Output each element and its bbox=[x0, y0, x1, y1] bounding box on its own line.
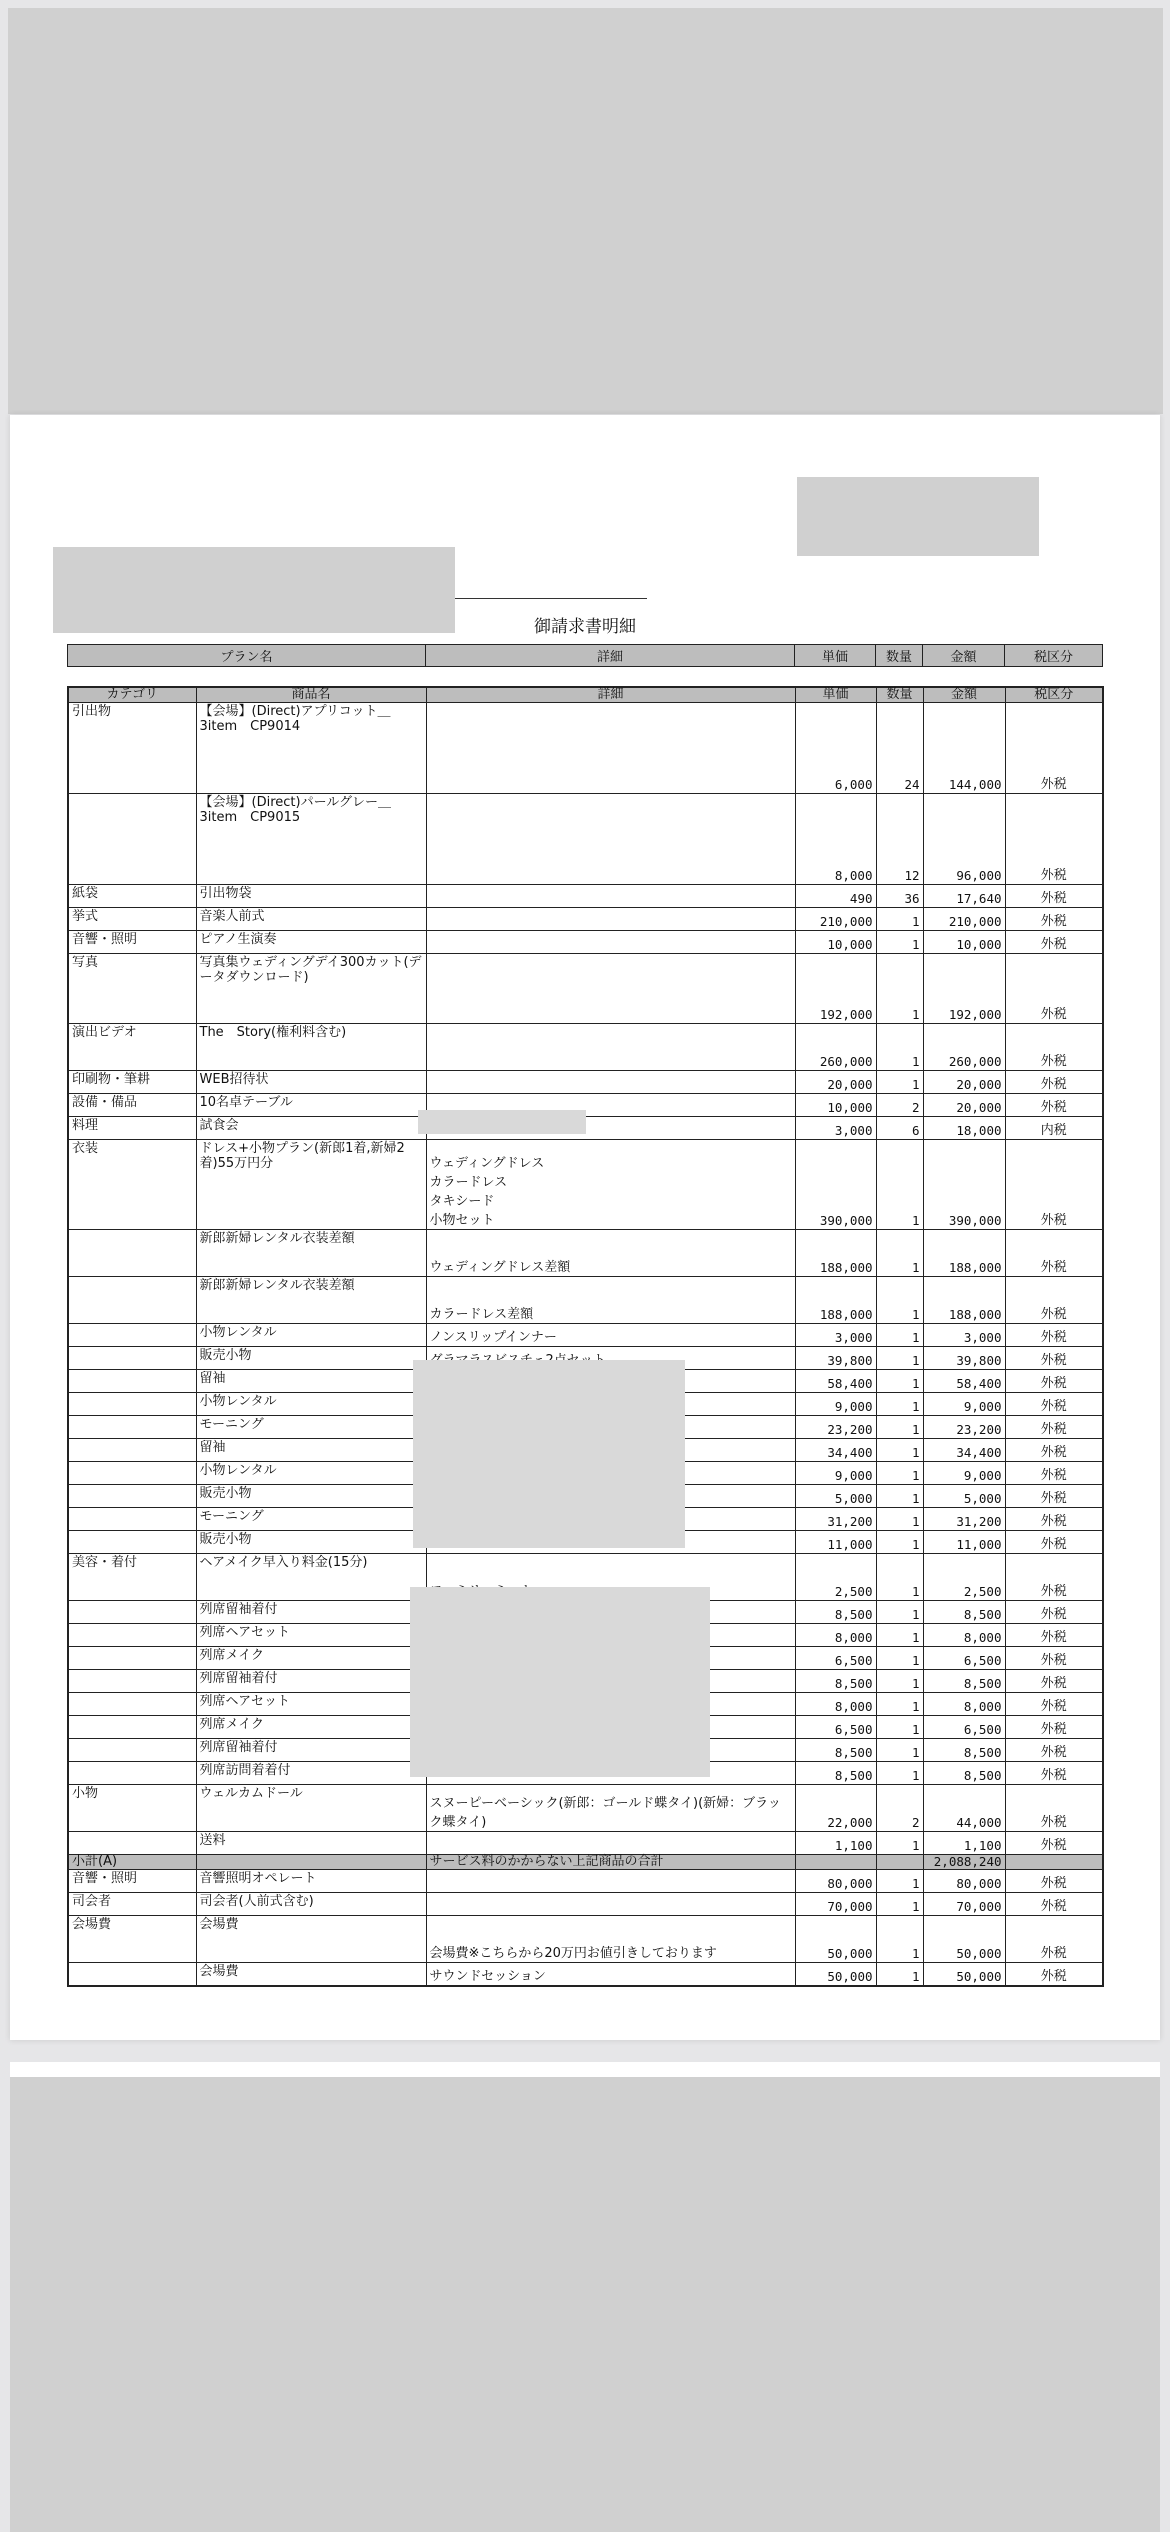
row-qty: 1 bbox=[876, 1024, 923, 1071]
row-category: 印刷物・筆耕 bbox=[68, 1071, 196, 1094]
row-category bbox=[68, 1531, 196, 1554]
row-unit-price: 50,000 bbox=[795, 1916, 876, 1963]
plan-col-qty: 数量 bbox=[876, 645, 923, 667]
row-qty: 6 bbox=[876, 1117, 923, 1140]
row-unit-price: 10,000 bbox=[795, 931, 876, 954]
row-category bbox=[68, 1230, 196, 1277]
row-detail bbox=[426, 1893, 795, 1916]
row-product: 列席ヘアセット bbox=[196, 1624, 426, 1647]
row-amount: 8,000 bbox=[923, 1693, 1005, 1716]
row-tax: 外税 bbox=[1005, 1531, 1103, 1554]
row-detail: カラードレス差額 bbox=[426, 1277, 795, 1324]
row-amount: 188,000 bbox=[923, 1277, 1005, 1324]
row-unit-price: 50,000 bbox=[795, 1963, 876, 1987]
row-unit-price: 1,100 bbox=[795, 1832, 876, 1855]
row-unit-price: 8,000 bbox=[795, 1624, 876, 1647]
row-product: 列席訪問着着付 bbox=[196, 1762, 426, 1785]
row-amount: 70,000 bbox=[923, 1893, 1005, 1916]
row-tax: 外税 bbox=[1005, 1601, 1103, 1624]
row-tax: 外税 bbox=[1005, 1963, 1103, 1987]
row-product: ウェルカムドール bbox=[196, 1785, 426, 1832]
row-qty: 1 bbox=[876, 1716, 923, 1739]
row-tax: 外税 bbox=[1005, 1230, 1103, 1277]
plan-col-unit-price: 単価 bbox=[795, 645, 876, 667]
row-category bbox=[68, 1462, 196, 1485]
row-unit-price: 8,500 bbox=[795, 1739, 876, 1762]
row-category bbox=[68, 794, 196, 885]
row-product: 会場費 bbox=[196, 1963, 426, 1987]
row-amount: 5,000 bbox=[923, 1485, 1005, 1508]
row-amount: 192,000 bbox=[923, 954, 1005, 1024]
subtotal-row bbox=[68, 1855, 1103, 1870]
row-unit-price: 188,000 bbox=[795, 1230, 876, 1277]
row-tax: 外税 bbox=[1005, 1762, 1103, 1785]
row-tax: 外税 bbox=[1005, 1024, 1103, 1071]
row-category bbox=[68, 1624, 196, 1647]
row-product: WEB招待状 bbox=[196, 1071, 426, 1094]
row-qty: 1 bbox=[876, 1416, 923, 1439]
row-product: 音響照明オペレート bbox=[196, 1870, 426, 1893]
row-category: 音響・照明 bbox=[68, 1870, 196, 1893]
row-tax: 外税 bbox=[1005, 931, 1103, 954]
row-category bbox=[68, 1601, 196, 1624]
row-amount: 20,000 bbox=[923, 1094, 1005, 1117]
row-category: 料理 bbox=[68, 1117, 196, 1140]
row-detail: 会場費※こちらから20万円お値引きしております bbox=[426, 1916, 795, 1963]
row-category bbox=[68, 1832, 196, 1855]
row-category bbox=[68, 1370, 196, 1393]
row-qty: 1 bbox=[876, 1508, 923, 1531]
row-qty: 1 bbox=[876, 1916, 923, 1963]
row-unit-price: 8,500 bbox=[795, 1601, 876, 1624]
row-qty: 1 bbox=[876, 1347, 923, 1370]
row-category bbox=[68, 1762, 196, 1785]
table-row bbox=[68, 703, 1103, 794]
row-tax: 外税 bbox=[1005, 1071, 1103, 1094]
col-tax: 税区分 bbox=[1005, 687, 1103, 703]
row-category: 小物 bbox=[68, 1785, 196, 1832]
row-detail bbox=[426, 1071, 795, 1094]
row-qty: 1 bbox=[876, 1324, 923, 1347]
row-amount: 2,500 bbox=[923, 1554, 1005, 1601]
row-tax: 外税 bbox=[1005, 1670, 1103, 1693]
row-qty: 1 bbox=[876, 931, 923, 954]
row-tax: 外税 bbox=[1005, 1416, 1103, 1439]
row-product: 留袖 bbox=[196, 1370, 426, 1393]
row-tax: 外税 bbox=[1005, 1739, 1103, 1762]
row-amount: 390,000 bbox=[923, 1140, 1005, 1230]
row-tax: 外税 bbox=[1005, 1393, 1103, 1416]
row-unit-price: 20,000 bbox=[795, 1071, 876, 1094]
row-category bbox=[68, 1347, 196, 1370]
row-detail: ノンスリップインナー bbox=[426, 1324, 795, 1347]
row-qty: 1 bbox=[876, 1485, 923, 1508]
row-detail bbox=[426, 794, 795, 885]
table-row bbox=[68, 908, 1103, 931]
row-qty: 1 bbox=[876, 1071, 923, 1094]
row-unit-price: 390,000 bbox=[795, 1140, 876, 1230]
row-unit-price: 11,000 bbox=[795, 1531, 876, 1554]
row-qty: 1 bbox=[876, 1601, 923, 1624]
row-unit-price: 70,000 bbox=[795, 1893, 876, 1916]
row-qty: 1 bbox=[876, 1762, 923, 1785]
row-product: ヘアメイク早入り料金(15分) bbox=[196, 1554, 426, 1601]
row-tax: 外税 bbox=[1005, 1832, 1103, 1855]
row-category: 司会者 bbox=[68, 1893, 196, 1916]
row-category bbox=[68, 1393, 196, 1416]
row-unit-price: 39,800 bbox=[795, 1347, 876, 1370]
row-category: 演出ビデオ bbox=[68, 1024, 196, 1071]
row-amount: 8,500 bbox=[923, 1670, 1005, 1693]
subtotal-empty bbox=[196, 1855, 426, 1870]
row-amount: 23,200 bbox=[923, 1416, 1005, 1439]
document-title: 御請求書明細 bbox=[534, 617, 636, 637]
redacted-detail-2 bbox=[413, 1360, 685, 1548]
row-amount: 6,500 bbox=[923, 1716, 1005, 1739]
row-detail bbox=[426, 954, 795, 1024]
row-tax: 外税 bbox=[1005, 1508, 1103, 1531]
row-product: 写真集ウェディングデイ300カット(データダウンロード) bbox=[196, 954, 426, 1024]
row-amount: 20,000 bbox=[923, 1071, 1005, 1094]
row-unit-price: 8,000 bbox=[795, 794, 876, 885]
row-tax: 外税 bbox=[1005, 1324, 1103, 1347]
row-qty: 1 bbox=[876, 1870, 923, 1893]
table-row bbox=[68, 1963, 1103, 1987]
row-amount: 39,800 bbox=[923, 1347, 1005, 1370]
row-product: 販売小物 bbox=[196, 1531, 426, 1554]
row-product: 10名卓テーブル bbox=[196, 1094, 426, 1117]
row-tax: 外税 bbox=[1005, 954, 1103, 1024]
table-row bbox=[68, 885, 1103, 908]
row-category bbox=[68, 1439, 196, 1462]
row-tax: 外税 bbox=[1005, 1277, 1103, 1324]
row-amount: 50,000 bbox=[923, 1963, 1005, 1987]
row-amount: 18,000 bbox=[923, 1117, 1005, 1140]
row-tax: 外税 bbox=[1005, 1716, 1103, 1739]
row-product: 新郎新婦レンタル衣装差額 bbox=[196, 1230, 426, 1277]
table-row bbox=[68, 954, 1103, 1024]
row-detail bbox=[426, 931, 795, 954]
row-qty: 1 bbox=[876, 1393, 923, 1416]
subtotal-empty bbox=[795, 1855, 876, 1870]
row-amount: 31,200 bbox=[923, 1508, 1005, 1531]
row-unit-price: 10,000 bbox=[795, 1094, 876, 1117]
row-product: 留袖 bbox=[196, 1439, 426, 1462]
row-tax: 外税 bbox=[1005, 1870, 1103, 1893]
row-product: 列席ヘアセット bbox=[196, 1693, 426, 1716]
row-detail: ウェディングドレス カラードレス タキシード 小物セット bbox=[426, 1140, 795, 1230]
row-product: 販売小物 bbox=[196, 1485, 426, 1508]
row-amount: 210,000 bbox=[923, 908, 1005, 931]
invoice-page bbox=[10, 415, 1160, 2040]
row-unit-price: 6,500 bbox=[795, 1716, 876, 1739]
col-qty: 数量 bbox=[876, 687, 923, 703]
row-product: 小物レンタル bbox=[196, 1462, 426, 1485]
table-row bbox=[68, 1140, 1103, 1230]
row-category bbox=[68, 1670, 196, 1693]
row-qty: 1 bbox=[876, 1140, 923, 1230]
row-category bbox=[68, 1716, 196, 1739]
row-amount: 1,100 bbox=[923, 1832, 1005, 1855]
redacted-next-page bbox=[10, 2077, 1160, 2532]
row-product: 【会場】(Direct)パールグレー＿3item CP9015 bbox=[196, 794, 426, 885]
row-tax: 内税 bbox=[1005, 1117, 1103, 1140]
row-tax: 外税 bbox=[1005, 1554, 1103, 1601]
row-product: 列席留袖着付 bbox=[196, 1739, 426, 1762]
row-category: 衣装 bbox=[68, 1140, 196, 1230]
row-category: 音響・照明 bbox=[68, 931, 196, 954]
row-amount: 58,400 bbox=[923, 1370, 1005, 1393]
redacted-header-area bbox=[8, 8, 1163, 414]
table-row bbox=[68, 1785, 1103, 1832]
row-qty: 36 bbox=[876, 885, 923, 908]
row-amount: 96,000 bbox=[923, 794, 1005, 885]
row-product: 販売小物 bbox=[196, 1347, 426, 1370]
row-product: ドレス+小物プラン(新郎1着,新婦2着)55万円分 bbox=[196, 1140, 426, 1230]
plan-col-tax: 税区分 bbox=[1005, 645, 1103, 667]
row-amount: 260,000 bbox=[923, 1024, 1005, 1071]
row-qty: 1 bbox=[876, 1963, 923, 1987]
row-unit-price: 9,000 bbox=[795, 1462, 876, 1485]
row-category bbox=[68, 1324, 196, 1347]
col-product: 商品名 bbox=[196, 687, 426, 703]
row-category: 紙袋 bbox=[68, 885, 196, 908]
table-row bbox=[68, 1071, 1103, 1094]
table-row bbox=[68, 794, 1103, 885]
row-qty: 2 bbox=[876, 1785, 923, 1832]
row-qty: 24 bbox=[876, 703, 923, 794]
row-tax: 外税 bbox=[1005, 1785, 1103, 1832]
col-category: カテゴリ bbox=[68, 687, 196, 703]
table-row bbox=[68, 1324, 1103, 1347]
row-category bbox=[68, 1508, 196, 1531]
row-amount: 8,000 bbox=[923, 1624, 1005, 1647]
table-row bbox=[68, 1832, 1103, 1855]
row-product: 【会場】(Direct)アプリコット＿3item CP9014 bbox=[196, 703, 426, 794]
row-product: 小物レンタル bbox=[196, 1324, 426, 1347]
row-unit-price: 8,500 bbox=[795, 1762, 876, 1785]
row-unit-price: 5,000 bbox=[795, 1485, 876, 1508]
col-unit-price: 単価 bbox=[795, 687, 876, 703]
table-row bbox=[68, 1870, 1103, 1893]
row-unit-price: 6,000 bbox=[795, 703, 876, 794]
row-tax: 外税 bbox=[1005, 1893, 1103, 1916]
row-qty: 1 bbox=[876, 1739, 923, 1762]
row-product: 試食会 bbox=[196, 1117, 426, 1140]
row-tax: 外税 bbox=[1005, 1370, 1103, 1393]
subtotal-amount: 2,088,240 bbox=[923, 1855, 1005, 1870]
row-detail bbox=[426, 1832, 795, 1855]
row-detail bbox=[426, 1870, 795, 1893]
row-qty: 2 bbox=[876, 1094, 923, 1117]
row-unit-price: 6,500 bbox=[795, 1647, 876, 1670]
table-row bbox=[68, 1024, 1103, 1071]
row-tax: 外税 bbox=[1005, 1439, 1103, 1462]
row-product: モーニング bbox=[196, 1416, 426, 1439]
plan-header-table bbox=[67, 644, 1103, 667]
row-product: モーニング bbox=[196, 1508, 426, 1531]
row-product: 会場費 bbox=[196, 1916, 426, 1963]
row-category: 会場費 bbox=[68, 1916, 196, 1963]
row-category: 写真 bbox=[68, 954, 196, 1024]
table-row bbox=[68, 1893, 1103, 1916]
row-product: 列席メイク bbox=[196, 1647, 426, 1670]
row-product: 列席メイク bbox=[196, 1716, 426, 1739]
row-amount: 8,500 bbox=[923, 1739, 1005, 1762]
row-tax: 外税 bbox=[1005, 1647, 1103, 1670]
row-category: 引出物 bbox=[68, 703, 196, 794]
row-category bbox=[68, 1647, 196, 1670]
row-unit-price: 8,500 bbox=[795, 1670, 876, 1693]
row-unit-price: 3,000 bbox=[795, 1324, 876, 1347]
row-tax: 外税 bbox=[1005, 1347, 1103, 1370]
row-tax: 外税 bbox=[1005, 794, 1103, 885]
table-row bbox=[68, 931, 1103, 954]
row-qty: 1 bbox=[876, 1670, 923, 1693]
row-qty: 1 bbox=[876, 1647, 923, 1670]
row-amount: 11,000 bbox=[923, 1531, 1005, 1554]
row-category bbox=[68, 1485, 196, 1508]
row-category bbox=[68, 1739, 196, 1762]
row-detail bbox=[426, 908, 795, 931]
plan-col-detail: 詳細 bbox=[426, 645, 795, 667]
col-amount: 金額 bbox=[923, 687, 1005, 703]
row-amount: 144,000 bbox=[923, 703, 1005, 794]
row-product: 音楽人前式 bbox=[196, 908, 426, 931]
row-qty: 1 bbox=[876, 1230, 923, 1277]
row-unit-price: 260,000 bbox=[795, 1024, 876, 1071]
row-tax: 外税 bbox=[1005, 908, 1103, 931]
row-category: 挙式 bbox=[68, 908, 196, 931]
row-product: 司会者(人前式含む) bbox=[196, 1893, 426, 1916]
row-unit-price: 23,200 bbox=[795, 1416, 876, 1439]
row-amount: 17,640 bbox=[923, 885, 1005, 908]
row-unit-price: 3,000 bbox=[795, 1117, 876, 1140]
row-product: 引出物袋 bbox=[196, 885, 426, 908]
row-amount: 3,000 bbox=[923, 1324, 1005, 1347]
row-amount: 10,000 bbox=[923, 931, 1005, 954]
row-tax: 外税 bbox=[1005, 1094, 1103, 1117]
row-category: 美容・着付 bbox=[68, 1554, 196, 1601]
row-qty: 1 bbox=[876, 1277, 923, 1324]
row-unit-price: 22,000 bbox=[795, 1785, 876, 1832]
row-category bbox=[68, 1416, 196, 1439]
row-qty: 1 bbox=[876, 1893, 923, 1916]
table-row bbox=[68, 1916, 1103, 1963]
row-unit-price: 192,000 bbox=[795, 954, 876, 1024]
row-amount: 8,500 bbox=[923, 1601, 1005, 1624]
row-amount: 80,000 bbox=[923, 1870, 1005, 1893]
row-tax: 外税 bbox=[1005, 1462, 1103, 1485]
row-tax: 外税 bbox=[1005, 1693, 1103, 1716]
col-detail: 詳細 bbox=[426, 687, 795, 703]
row-product: 小物レンタル bbox=[196, 1393, 426, 1416]
row-amount: 50,000 bbox=[923, 1916, 1005, 1963]
row-detail: ウェディングドレス差額 bbox=[426, 1230, 795, 1277]
redacted-detail-3 bbox=[410, 1587, 710, 1777]
table-row bbox=[68, 1230, 1103, 1277]
table-row bbox=[68, 1277, 1103, 1324]
subtotal-note: サービス料のかからない上記商品の合計 bbox=[426, 1855, 795, 1870]
row-amount: 188,000 bbox=[923, 1230, 1005, 1277]
row-amount: 9,000 bbox=[923, 1462, 1005, 1485]
row-category bbox=[68, 1693, 196, 1716]
row-amount: 8,500 bbox=[923, 1762, 1005, 1785]
row-product: 列席留袖着付 bbox=[196, 1601, 426, 1624]
row-tax: 外税 bbox=[1005, 1485, 1103, 1508]
row-qty: 1 bbox=[876, 1370, 923, 1393]
row-product: ピアノ生演奏 bbox=[196, 931, 426, 954]
row-product: The Story(権利料含む) bbox=[196, 1024, 426, 1071]
redacted-stamp bbox=[797, 477, 1039, 556]
row-detail bbox=[426, 703, 795, 794]
subtotal-label: 小計(A) bbox=[68, 1855, 196, 1870]
row-unit-price: 31,200 bbox=[795, 1508, 876, 1531]
row-tax: 外税 bbox=[1005, 1624, 1103, 1647]
row-product: 送料 bbox=[196, 1832, 426, 1855]
plan-col-amount: 金額 bbox=[923, 645, 1005, 667]
row-qty: 1 bbox=[876, 908, 923, 931]
subtotal-empty bbox=[876, 1855, 923, 1870]
row-detail: サウンドセッション bbox=[426, 1963, 795, 1987]
items-table bbox=[67, 686, 1104, 1987]
row-unit-price: 210,000 bbox=[795, 908, 876, 931]
title-underline bbox=[455, 598, 647, 599]
row-detail bbox=[426, 885, 795, 908]
row-unit-price: 8,000 bbox=[795, 1693, 876, 1716]
row-qty: 1 bbox=[876, 954, 923, 1024]
row-qty: 1 bbox=[876, 1832, 923, 1855]
row-detail: スヌーピーベーシック(新郎：ゴールド蝶タイ)(新婦：ブラック蝶タイ) bbox=[426, 1785, 795, 1832]
row-detail bbox=[426, 1024, 795, 1071]
row-unit-price: 58,400 bbox=[795, 1370, 876, 1393]
row-tax: 外税 bbox=[1005, 885, 1103, 908]
row-product: 列席留袖着付 bbox=[196, 1670, 426, 1693]
row-tax: 外税 bbox=[1005, 1140, 1103, 1230]
subtotal-empty bbox=[1005, 1855, 1103, 1870]
row-category bbox=[68, 1963, 196, 1987]
plan-col-name: プラン名 bbox=[68, 645, 426, 667]
row-tax: 外税 bbox=[1005, 703, 1103, 794]
row-amount: 34,400 bbox=[923, 1439, 1005, 1462]
row-unit-price: 2,500 bbox=[795, 1554, 876, 1601]
row-unit-price: 34,400 bbox=[795, 1439, 876, 1462]
row-tax: 外税 bbox=[1005, 1916, 1103, 1963]
redacted-detail-1 bbox=[418, 1110, 586, 1134]
row-category bbox=[68, 1277, 196, 1324]
row-qty: 1 bbox=[876, 1462, 923, 1485]
row-amount: 44,000 bbox=[923, 1785, 1005, 1832]
row-unit-price: 9,000 bbox=[795, 1393, 876, 1416]
row-unit-price: 188,000 bbox=[795, 1277, 876, 1324]
row-category: 設備・備品 bbox=[68, 1094, 196, 1117]
row-qty: 1 bbox=[876, 1531, 923, 1554]
row-qty: 1 bbox=[876, 1554, 923, 1601]
row-amount: 6,500 bbox=[923, 1647, 1005, 1670]
row-qty: 12 bbox=[876, 794, 923, 885]
row-qty: 1 bbox=[876, 1693, 923, 1716]
row-product: 新郎新婦レンタル衣装差額 bbox=[196, 1277, 426, 1324]
row-qty: 1 bbox=[876, 1439, 923, 1462]
row-unit-price: 80,000 bbox=[795, 1870, 876, 1893]
next-page bbox=[10, 2062, 1160, 2532]
row-qty: 1 bbox=[876, 1624, 923, 1647]
row-unit-price: 490 bbox=[795, 885, 876, 908]
row-amount: 9,000 bbox=[923, 1393, 1005, 1416]
